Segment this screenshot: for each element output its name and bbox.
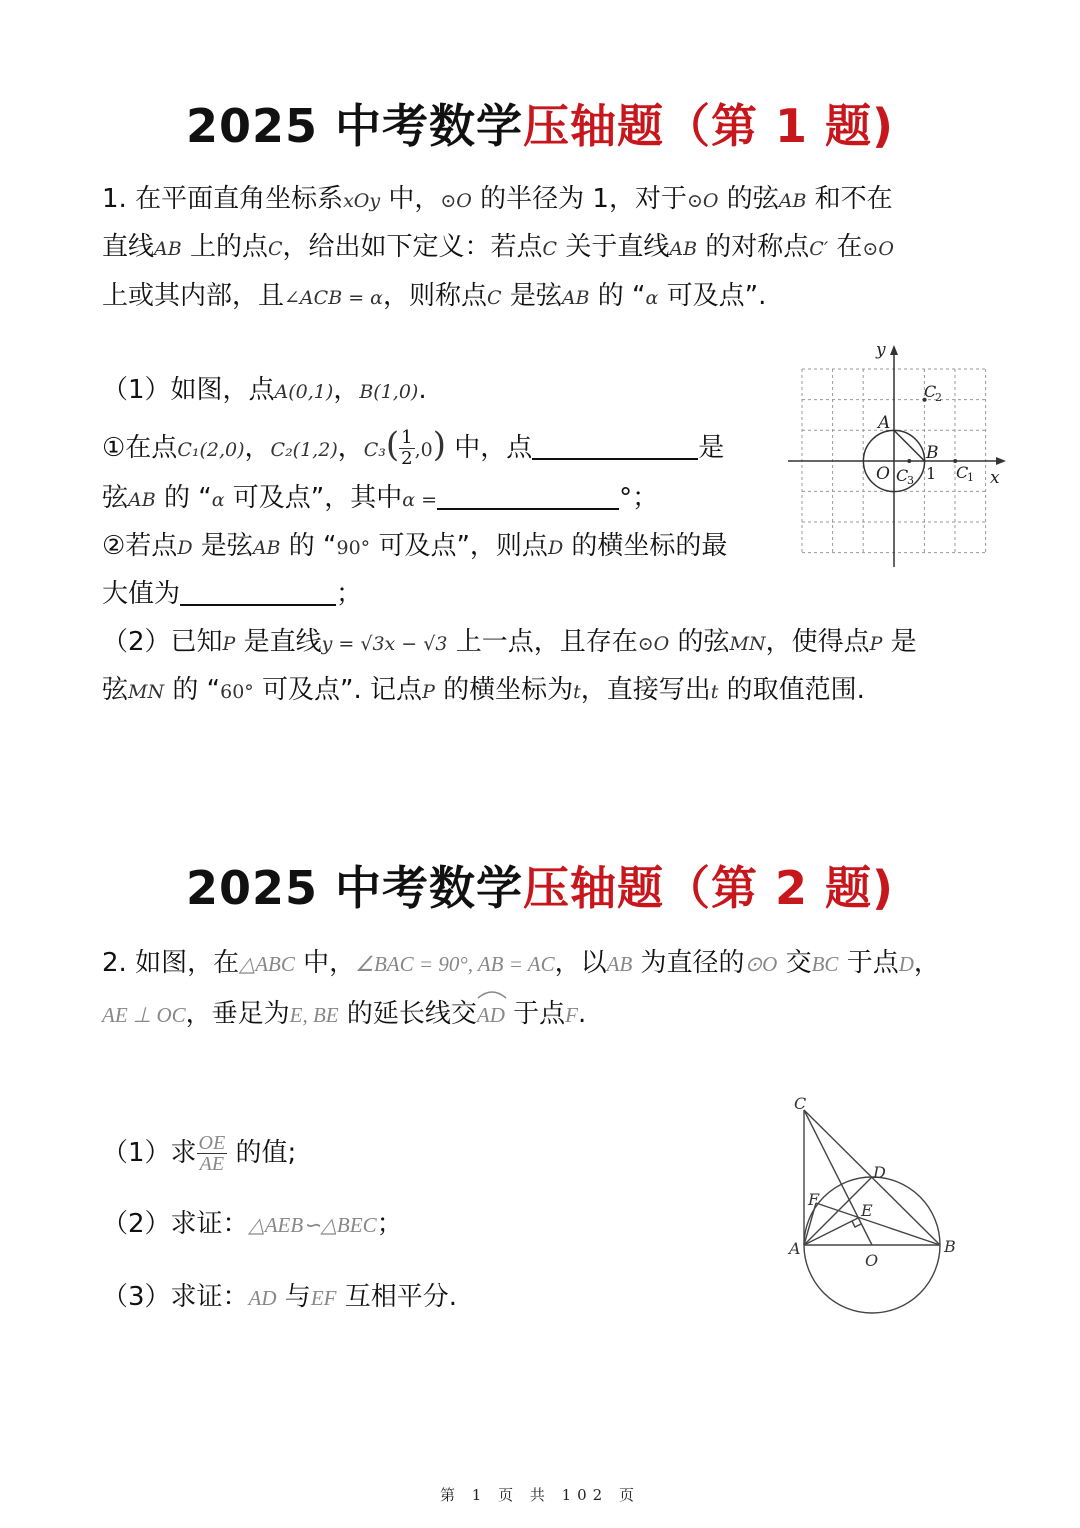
problem2-title: 2025 中考数学压轴题（第 2 题) <box>185 861 895 915</box>
p1-part2-cont: 弦MN 的 “60° 可及点”. 记点P 的横坐标为t，直接写出t 的取值范围. <box>102 675 865 705</box>
coordinate-figure <box>780 335 1020 575</box>
fraction-oe-ae: $\frac{OE}{AE}$ <box>198 1132 226 1175</box>
p1-part1-q2-cont: 大值为 ； <box>102 579 363 609</box>
label-c2: C <box>924 382 937 401</box>
p2-q3: （3）求证：AD 与EF 互相平分. <box>102 1282 457 1312</box>
page-footer: 第 1 页 共 102 页 <box>439 1486 640 1504</box>
label-c1-sub: 1 <box>967 471 974 484</box>
p1-part2: （2）已知P 是直线y = √3x − √3 上一点，且存在⊙O 的弦MN，使得点P 是 <box>102 627 917 657</box>
segment-bf <box>816 1203 940 1245</box>
label-c: C <box>794 1094 807 1113</box>
p2-q2: （2）求证：△AEB∽△BEC； <box>102 1209 403 1239</box>
label-c2-sub: 2 <box>935 391 942 404</box>
p1-part1-q2: ②若点D 是弦AB 的 “90° 可及点”，则点D 的横坐标的最 <box>102 531 728 561</box>
p1-part1-intro: （1）如图，点A(0,1)，B(1,0). <box>102 375 427 405</box>
p1-part1-q1-cont: 弦AB 的 “α 可及点”，其中α = °； <box>102 483 659 513</box>
geometry-figure <box>780 1090 970 1325</box>
label-a: A <box>789 1239 801 1258</box>
label-f: F <box>808 1190 820 1209</box>
label-d: D <box>873 1163 886 1182</box>
p1-part1-q1: ①在点C₁(2,0)，C₂(1,2)，C₃( $\frac{1}{2}$ ,0) 中，点 是 <box>102 425 725 469</box>
point-c3 <box>907 459 911 463</box>
label-e: E <box>861 1201 873 1220</box>
label-a: A <box>878 413 891 433</box>
p1-line2: 直线AB 上的点C，给出如下定义：若点C 关于直线AB 的对称点C′ 在⊙O <box>102 232 894 262</box>
label-c3: C <box>896 466 909 485</box>
segment-ae <box>804 1218 858 1245</box>
label-x: x <box>990 468 1000 488</box>
label-y: y <box>876 340 886 360</box>
label-c3-sub: 3 <box>907 474 914 487</box>
answer-blank-1[interactable] <box>532 432 698 460</box>
x-axis-arrow-icon <box>996 457 1006 465</box>
answer-blank-2[interactable] <box>437 482 619 510</box>
p2-q1: （1）求 $\frac{OE}{AE}$ 的值; <box>102 1132 297 1175</box>
label-c1: C <box>956 463 969 482</box>
label-o: O <box>865 1251 879 1270</box>
fraction-half: $\frac{1}{2}$ <box>401 427 413 469</box>
p1-line1: 1. 在平面直角坐标系xOy 中，⊙O 的半径为 1，对于⊙O 的弦AB 和不在 <box>102 184 893 214</box>
p2-line1: 2. 如图，在△ABC 中，∠BAC = 90°, AB = AC，以AB 为直径的⊙O 交BC 于点D， <box>102 948 940 978</box>
label-one: 1 <box>926 464 937 483</box>
arc-ad: AD <box>477 991 505 1035</box>
p2-line2: AE ⊥ OC，垂足为E, BE 的延长线交AD 于点F. <box>102 991 586 1035</box>
label-b: B <box>944 1237 956 1256</box>
p1-line3: 上或其内部，且∠ACB = α，则称点C 是弦AB 的 “α 可及点”. <box>102 281 767 311</box>
problem1-title: 2025 中考数学压轴题（第 1 题) <box>185 99 895 153</box>
label-o: O <box>876 464 890 484</box>
y-axis-arrow-icon <box>890 345 898 355</box>
answer-blank-3[interactable] <box>180 578 336 606</box>
label-b: B <box>926 443 939 463</box>
